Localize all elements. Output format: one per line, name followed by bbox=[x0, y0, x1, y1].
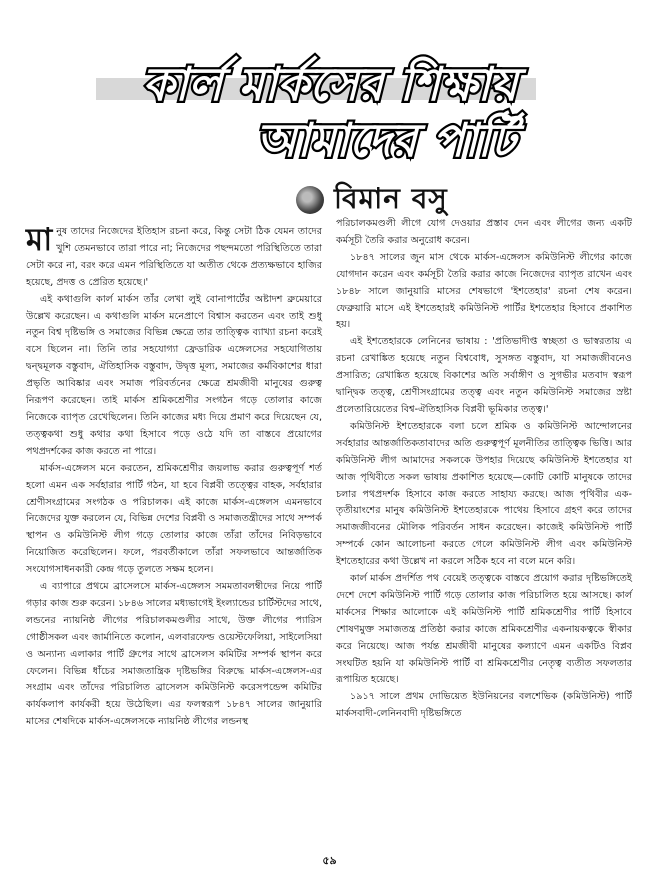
paragraph: এ ব্যাপারে প্রথমে ব্রাসেলসে মার্কস-এঙ্গেলস সমমতাবলম্বীদের নিয়ে পার্টি গড়ার কাজ শুরু করেন। ১৮৪৬ সালের মধ্যভাগেই ইংল্যান্ডের চার্টিস্টদের সাথে, লন্ডনের ন্যায়নিষ্ঠ লীগের পরিচালকমণ্ডলীর সাথে, উক্ত লীগের প্যারিস গোষ্ঠীসকল এবং জার্মানিতে কলোন, এলবারফেল্ড ওয়েস্টফেলিয়া, সাইলেসিয়া ও অন্যান্য এলাকার পার্টি গ্রুপের সাথে ব্রাসেলস কমিটির সম্পর্ক স্থাপন করে ফেলেন। বিভিন্ন ধাঁচের সমাজতান্ত্রিক দৃষ্টিভঙ্গির বিরুদ্ধে মার্কস-এঙ্গেলস-এর সংগ্রাম এবং তাঁদের পরিচালিত ব্রাসেলস কমিউনিস্ট করেসপন্ডেন্স কমিটির কার্যকলাপ কার্যকরী হয়ে উঠেছিল। এর ফলস্বরূপ ১৮৪৭ সালের জানুয়ারি মাসের শেষদিকে মার্কস-এঙ্গেলসকে ন্যায়নিষ্ঠ লীগের লন্ডনস্থ bbox=[26, 581, 322, 728]
paragraph: পরিচালকমণ্ডলী লীগে যোগ দেওয়ার প্রস্তাব দেন এবং লীগের জন্য একটি কর্মসূচী তৈরি করার অনুরোধ করেন। bbox=[336, 218, 632, 246]
author-bullet-icon bbox=[296, 186, 324, 214]
drop-cap: মা bbox=[26, 222, 53, 258]
paragraph: কমিউনিস্ট ইশতেহারকে বলা চলে শ্রমিক ও কমিউনিস্ট আন্দোলনের সর্বহারার আন্তর্জাতিকতাবাদের অতি গুরুত্বপূর্ণ মূলনীতির তাত্ত্বিক ভিত্তি। আর কমিউনিস্ট লীগ আমাদের সকলকে উপহার দিয়েছে কমিউনিস্ট ইশতেহার যা আজ পৃথিবীতে সকল ভাষায় প্রকাশিত হয়েছে—কোটি কোটি মানুষকে তাদের চলার পথপ্রদর্শক হিসাবে কাজ করতে সাহায্য করছে। আজ পৃথিবীর এক-তৃতীয়াংশের মানুষ কমিউনিস্ট ইশতেহারকে পাথেয় হিসাবে গ্রহণ করে তাদের সমাজজীবনের মৌলিক পরিবর্তন সাধন করেছেন। কাজেই কমিউনিস্ট পার্টি সম্পর্কে কোন আলোচনা করতে গেলে কমিউনিস্ট লীগ এবং কমিউনিস্ট ইশতেহারের কথা উল্লেখ না করলে সঠিক হবে না বলে মনে করি। bbox=[336, 420, 632, 568]
left-column bbox=[26, 224, 322, 731]
author-name: বিমান বসু bbox=[334, 181, 448, 215]
paragraph: ১৯১৭ সালে প্রথম দোভিয়েত ইউনিয়নের বলশেভিক (কমিউনিস্ট) পার্টি মার্কসবাদী-লেনিনবাদী দৃষ্টিভঙ্গিতে bbox=[336, 691, 632, 720]
title-line1: কার্ল মার্কসের শিক্ষায় bbox=[142, 57, 518, 111]
paragraph: এই ইশতেহারকে লেনিনের ভাষায় : 'প্রতিভাদীপ্ত স্বচ্ছতা ও ভাস্বরতায় এ রচনা রেখাঙ্কিত হয়েছে নতুন বিশ্ববোধ, সুসঙ্গত বস্তুবাদ, যা সমাজজীবনেও প্রসারিত; রেখাঙ্কিত হয়েছে বিকাশের অতি সর্বাঙ্গীণ ও সুগভীর মতবাদ স্বরূপ দ্বান্দ্বিক তত্ত্ব, শ্রেণীসংগ্রামের তত্ত্ব এবং নতুন কমিউনিস্ট সমাজের স্রষ্টা প্রলেতারিয়েতের বিশ্ব-ঐতিহাসিক বিপ্লবী ভূমিকার তত্ত্ব।' bbox=[336, 336, 632, 415]
paragraph: ১৮৪৭ সালের জুন মাস থেকে মার্কস-এঙ্গেলস কমিউনিস্ট লীগের কাজে যোগদান করেন এবং কর্মসূচী তৈরি করার কাজে নিজেদের ব্যাপৃত রাখেন এবং ১৮৪৮ সালে জানুয়ারি মাসের শেষভাগে 'ইশতেহার' রচনা শেষ করেন। ফেব্রুয়ারি মাসে এই ইশতেহারই কমিউনিস্ট পার্টির ইশতেহার হিসাবে প্রকাশিত হয়। bbox=[336, 251, 632, 331]
title-line2: আমাদের পার্টি bbox=[256, 113, 516, 167]
paragraph: এই কথাগুলি কার্ল মার্কস তাঁর লেখা লুই বোনাপার্টের অষ্টাদশ ব্রুমেয়ারে উল্লেখ করেছেন। এ কথাগুলি মার্কস মনেপ্রাণে বিশ্বাস করতেন এবং তাই শুধু নতুন বিশ্ব দৃষ্টিভঙ্গি ও সমাজের বিভিন্ন ক্ষেত্রে তার তাত্ত্বিক ব্যাখ্যা রচনা করেই বসে ছিলেন না। তিনি তার সহযোগ্যা ফ্রেডারিক এঙ্গেলসের সহযোগিতায় দ্বন্দ্বমূলক বস্তুবাদ, ঐতিহাসিক বস্তুবাদ, উদ্বৃত্ত মূল্য, সমাজের কর্মবিকাশের ধারা প্রভৃতি আবিষ্কার এবং সমাজ পরিবর্তনের ক্ষেত্রে শ্রমজীবী মানুষের গুরুত্ব নিরূপণ করেছেন। তাই মার্কস শ্রমিকশ্রেণীর সংগঠন গড়ে তোলার কাজে নিজেকে ব্যাপৃত রেখেছিলেন। তিনি কাজের মধ্য দিয়ে প্রমাণ করে দিয়েছেন যে, তত্ত্বকথা শুধু কথার কথা হিসাবে পড়ে ওঠে যদি তা বাস্তবে প্রয়োগের পথপ্রদর্শকের কাজ করতে না পারে। bbox=[26, 293, 322, 457]
paragraph: কার্ল মার্কস প্রদর্শিত পথ বেয়েই তত্ত্বকে বাস্তবে প্রয়োগ করার দৃষ্টিভঙ্গিতেই দেশে দেশে কমিউনিস্ট পার্টি গড়ে তোলার কাজ পরিচালিত হয়ে আসছে। কার্ল মার্কসের শিক্ষার আলোকে এই কমিউনিস্ট পার্টি শ্রমিকশ্রেণীর পার্টি হিসাবে শোষণমুক্ত সমাজতন্ত্র প্রতিষ্ঠা করার কাজে শ্রমিকশ্রেণীর একনায়কত্বকে স্বীকার করে নিয়েছে। আজ পর্যন্ত শ্রমজীবী মানুষের কল্যাণে এমন একটিও বিপ্লব সংঘটিত হয়নি যা কমিউনিস্ট পার্টি বা শ্রমিকশ্রেণীর নেতৃত্ব ব্যতীত সফলতার রূপায়িত হয়েছে। bbox=[336, 573, 632, 686]
article-title bbox=[0, 0, 659, 170]
paragraph: মার্কস-এঙ্গেলস মনে করতেন, শ্রমিকশ্রেণীর জয়লাভ করার গুরুত্বপূর্ণ শর্ত হলো এমন এক সর্বহারার পার্টি গঠন, যা হবে বিপ্লবী তত্ত্বের বাহক, সর্বহারার শ্রেণীসংগ্রামের সংগঠক ও পরিচালক। এই কাজে মার্কস-এঙ্গেলস এমনভাবে নিজেদের যুক্ত করলেন যে, বিভিন্ন দেশের বিপ্লবী ও সমাজতন্ত্রীদের সাথে সম্পর্ক স্থাপন ও কমিউনিস্ট লীগ গড়ে তোলার কাজে তাঁরা তাঁদের নিবিড়ভাবে নিয়োজিত করেছিলেন। ফলে, পরবর্তীকালে তাঁরা সফলভাবে আন্তর্জাতিক সংযোগসাধনকারী কেন্দ্র গড়ে তুলতে সক্ষম হলেন। bbox=[26, 462, 322, 576]
right-column bbox=[336, 216, 632, 723]
paragraph: মানুষ তাদের নিজেদের ইতিহাস রচনা করে, কিন্তু সেটা ঠিক যেমন তাদের খুশি তেমনভাবে তারা পারে না; নিজেদের পছন্দমতো পরিস্থিতিতে তারা সেটা করে না, বরং করে এমন পরিস্থিতিতে যা অতীত থেকে প্রত্যক্ষভাবে হাজির হয়েছে, প্রদত্ত ও প্রেরিত হয়েছে।' bbox=[26, 222, 322, 288]
byline bbox=[296, 180, 448, 220]
title-lettering bbox=[0, 0, 659, 170]
page-number: ৫৯ bbox=[322, 854, 337, 867]
